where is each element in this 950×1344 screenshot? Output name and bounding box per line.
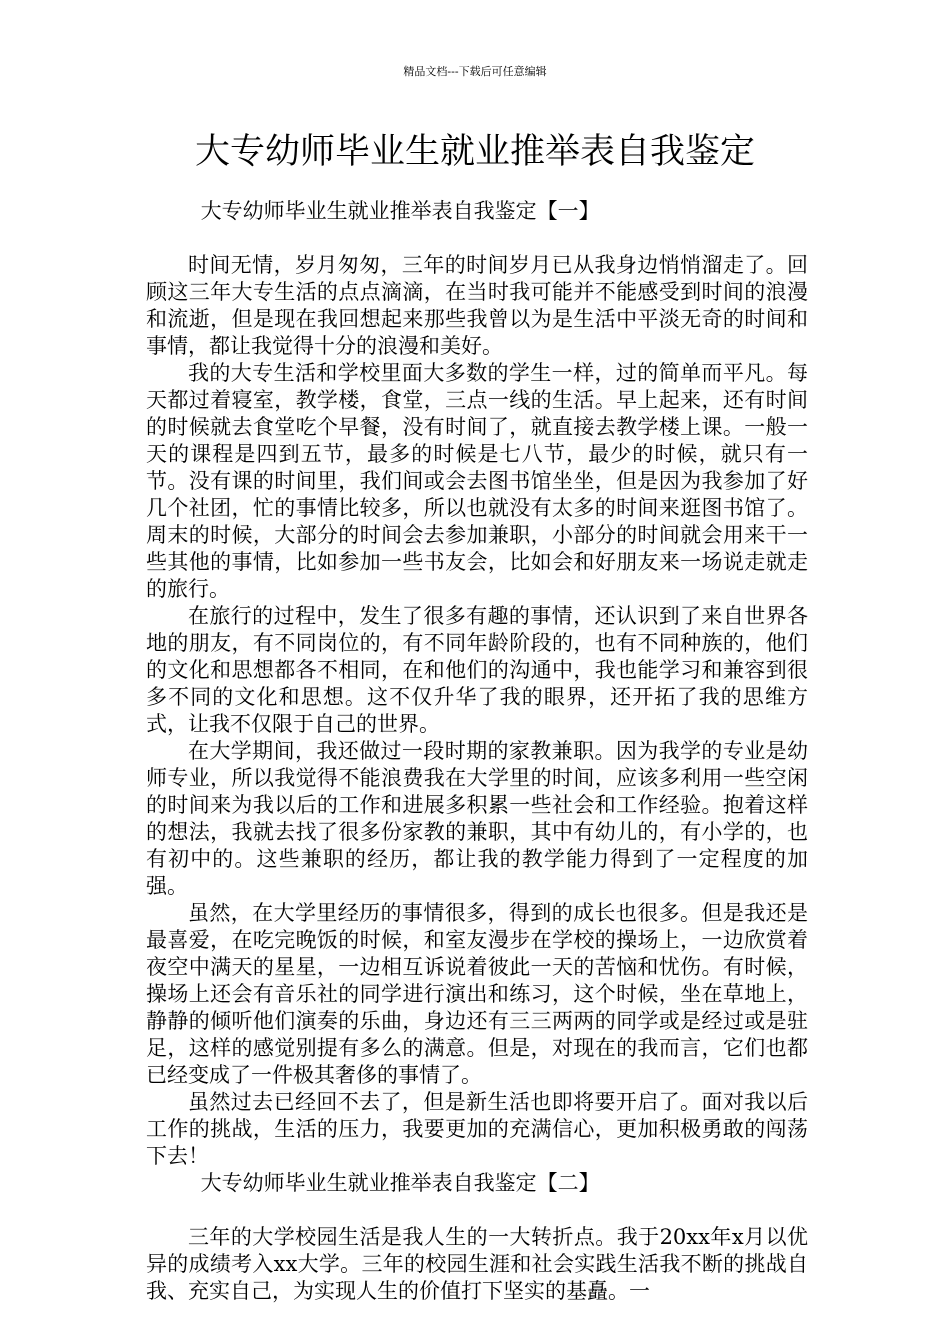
paragraph: 三年的大学校园生活是我人生的一大转折点。我于20xx年x月以优异的成绩考入xx大学。三年的校园生涯和社会实践生活我不断的挑战自我、充实自己，为实现人生的价值打下坚实的基矗。一 (146, 1225, 808, 1303)
paragraph: 我的大专生活和学校里面大多数的学生一样，过的简单而平凡。每天都过着寝室，教学楼，食堂，三点一线的生活。早上起来，还有时间的时候就去食堂吃个早餐，没有时间了，就直接去教学楼上课。一般一天的课程是四到五节，最多的时候是七八节，最少的时候，就只有一节。没有课的时间里，我们间或会去图书馆坐坐，但是因为我参加了好几个社团，忙的事情比较多，所以也就没有太多的时间来逛图书馆了。周末的时候，大部分的时间会去参加兼职，小部分的时间就会用来干一些其他的事情，比如参加一些书友会，比如会和好朋友来一场说走就走的旅行。 (146, 361, 808, 601)
page-header: 精品文档---下载后可任意编辑 (403, 65, 547, 78)
section-heading-2: 大专幼师毕业生就业推举表自我鉴定【二】 (200, 1171, 600, 1195)
section-heading-1: 大专幼师毕业生就业推举表自我鉴定【一】 (200, 199, 600, 223)
document-title: 大专幼师毕业生就业推举表自我鉴定 (194, 132, 755, 172)
paragraph: 虽然过去已经回不去了，但是新生活也即将要开启了。面对我以后工作的挑战，生活的压力，我要更加的充满信心，更加积极勇敢的闯荡下去！ (146, 1090, 808, 1168)
paragraph: 在大学期间，我还做过一段时期的家教兼职。因为我学的专业是幼师专业，所以我觉得不能浪费我在大学里的时间，应该多利用一些空闲的时间来为我以后的工作和进展多积累一些社会和工作经验。抱着这样的想法，我就去找了很多份家教的兼职，其中有幼儿的，有小学的，也有初中的。这些兼职的经历，都让我的教学能力得到了一定程度的加强。 (146, 739, 808, 898)
paragraph: 时间无情，岁月匆匆，三年的时间岁月已从我身边悄悄溜走了。回顾这三年大专生活的点点滴滴，在当时我可能并不能感受到时间的浪漫和流逝，但是现在我回想起来那些我曾以为是生活中平淡无奇的时间和事情，都让我觉得十分的浪漫和美好。 (146, 253, 808, 358)
document-body (146, 198, 808, 1305)
spacer (146, 1197, 808, 1224)
spacer (146, 225, 808, 252)
paragraph: 虽然，在大学里经历的事情很多，得到的成长也很多。但是我还是最喜爱，在吃完晚饭的时候，和室友漫步在学校的操场上，一边欣赏着夜空中满天的星星，一边相互诉说着彼此一天的苦恼和忧伤。有时候，操场上还会有音乐社的同学进行演出和练习，这个时候，坐在草地上，静静的倾听他们演奏的乐曲，身边还有三三两两的同学或是经过或是驻足，这样的感觉别提有多么的满意。但是，对现在的我而言，它们也都已经变成了一件极其奢侈的事情了。 (146, 901, 808, 1087)
paragraph: 在旅行的过程中，发生了很多有趣的事情，还认识到了来自世界各地的朋友，有不同岗位的，有不同年龄阶段的，也有不同种族的，他们的文化和思想都各不相同，在和他们的沟通中，我也能学习和兼容到很多不同的文化和思想。这不仅升华了我的眼界，还开拓了我的思维方式，让我不仅限于自己的世界。 (146, 604, 808, 736)
